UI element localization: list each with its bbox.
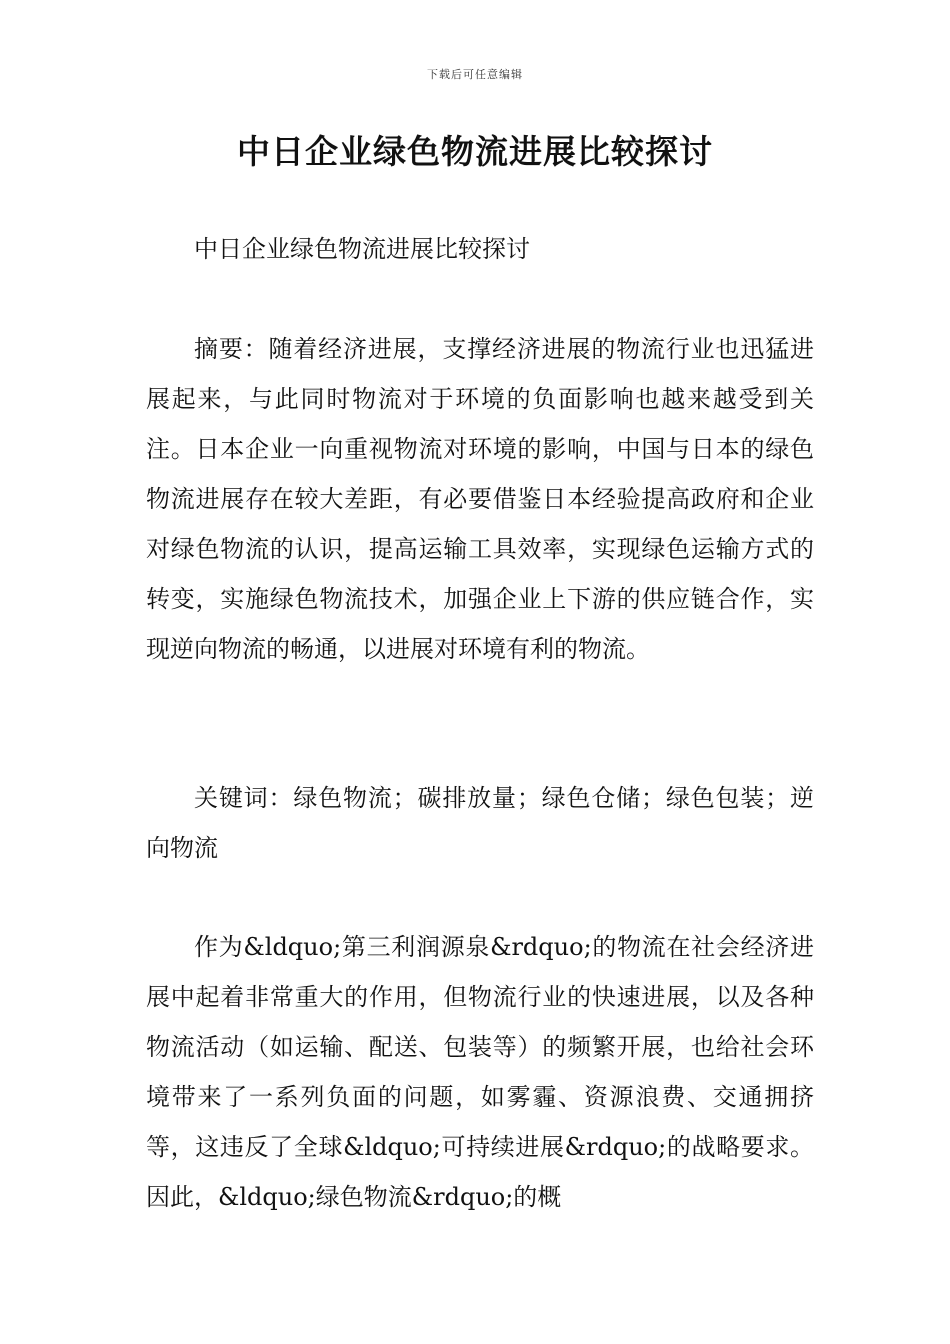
abstract-paragraph: 摘要：随着经济进展，支撑经济进展的物流行业也迅猛进展起来，与此同时物流对于环境的负面影响也越来越受到关注。日本企业一向重视物流对环境的影响，中国与日本的绿色物流进展存在较大差距，有必要借鉴日本经验提高政府和企业对绿色物流的认识，提高运输工具效率，实现绿色运输方式的转变，实施绿色物流技术，加强企业上下游的供应链合作，实现逆向物流的畅通，以进展对环境有利的物流。	[146, 335, 814, 663]
document-subtitle: 中日企业绿色物流进展比较探讨	[194, 235, 530, 263]
body-paragraph: 作为&ldquo;第三利润源泉&rdquo;的物流在社会经济进展中起着非常重大的作用，但物流行业的快速进展，以及各种物流活动（如运输、配送、包装等）的频繁开展，也给社会环境带来了一系列负面的问题，如雾霾、资源浪费、交通拥挤等，这违反了全球&ldquo;可持续进展&rdquo;的战略要求。因此，&ldquo;绿色物流&rdquo;的概	[146, 933, 814, 1211]
document-title: 中日企业绿色物流进展比较探讨	[237, 132, 713, 171]
header-note: 下载后可任意编辑	[427, 68, 523, 81]
keywords-paragraph: 关键词：绿色物流；碳排放量；绿色仓储；绿色包装；逆向物流	[146, 784, 814, 862]
